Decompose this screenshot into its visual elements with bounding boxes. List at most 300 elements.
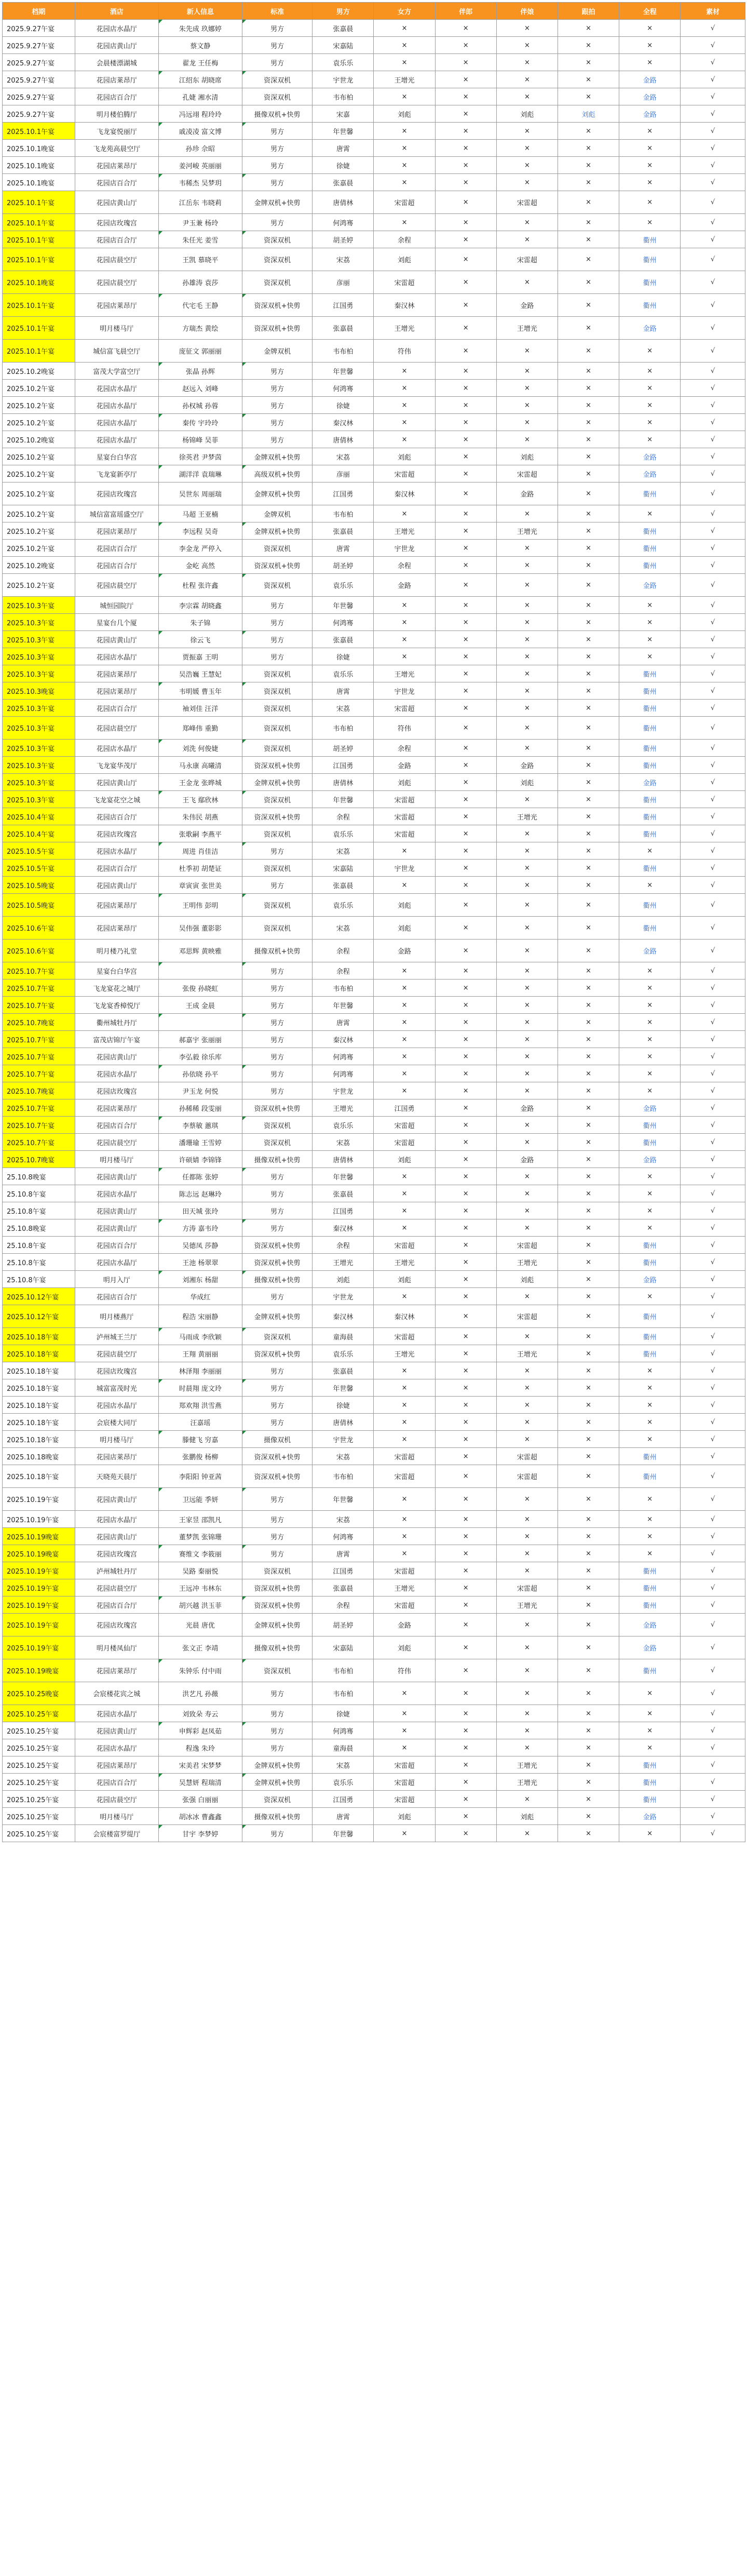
col-couple-cell[interactable]: 方瑞杰 黄绘 [158,317,242,340]
col-follow-shot-cell[interactable]: × [558,574,619,597]
col-standard-cell[interactable]: 资深双机+快剪 [242,1465,312,1488]
col-full-cell[interactable]: 衢州 [619,757,681,774]
col-follow-shot-cell[interactable]: × [558,1168,619,1185]
col-full-cell[interactable]: × [619,1288,681,1305]
col-full-cell[interactable]: 衢州 [619,717,681,740]
col-hotel-cell[interactable]: 花园店晨空厅 [75,248,158,271]
col-bride-side-cell[interactable]: 宋雷超 [374,825,435,842]
col-material-cell[interactable]: √ [681,940,745,962]
col-couple-cell[interactable] [158,1014,242,1031]
col-follow-shot-cell[interactable]: × [558,842,619,860]
col-bride-side-cell[interactable]: × [374,1185,435,1202]
col-groomsman-header[interactable]: 伴郎 [435,3,496,20]
col-standard-cell[interactable]: 金牌双机 [242,340,312,363]
col-couple-cell[interactable]: 朱任光 姜雪 [158,231,242,248]
col-date-cell[interactable]: 2025.10.25午宴 [3,1722,75,1739]
col-hotel-cell[interactable]: 花园店莱昂厅 [75,1756,158,1774]
col-bride-side-cell[interactable]: 宋雷超 [374,1774,435,1791]
col-hotel-cell[interactable]: 花园店莱昂厅 [75,682,158,700]
col-material-cell[interactable]: √ [681,1305,745,1328]
col-full-cell[interactable]: × [619,648,681,665]
col-groomsman-cell[interactable]: × [435,1065,496,1082]
col-follow-shot-cell[interactable]: × [558,1031,619,1048]
col-bride-side-cell[interactable]: 王增光 [374,1254,435,1271]
col-full-cell[interactable]: 金路 [619,88,681,105]
col-full-cell[interactable]: × [619,1048,681,1065]
col-standard-cell[interactable]: 资深双机 [242,1562,312,1579]
col-date-cell[interactable]: 2025.9.27午宴 [3,37,75,54]
col-full-cell[interactable]: 金路 [619,448,681,465]
table-row[interactable] [3,522,745,540]
col-bride-side-cell[interactable]: 符伟 [374,1659,435,1682]
table-row[interactable] [3,962,745,980]
col-couple-cell[interactable]: 吴慧妍 程瑞清 [158,1774,242,1791]
col-hotel-cell[interactable]: 星宴台几个厦 [75,614,158,631]
col-date-cell[interactable]: 2025.10.25午宴 [3,1705,75,1722]
col-standard-cell[interactable]: 男方 [242,140,312,157]
col-groom-side-cell[interactable]: 韦布柏 [313,340,374,363]
col-material-cell[interactable]: √ [681,1031,745,1048]
col-date-cell[interactable]: 2025.10.1午宴 [3,317,75,340]
col-material-cell[interactable]: √ [681,1379,745,1397]
col-couple-cell[interactable]: 杜程 张许鑫 [158,574,242,597]
col-groom-side-cell[interactable]: 韦布柏 [313,1465,374,1488]
col-follow-shot-cell[interactable]: × [558,877,619,894]
col-follow-shot-cell[interactable]: × [558,757,619,774]
col-groom-side-cell[interactable]: 张嘉晨 [313,174,374,191]
col-date-cell[interactable]: 2025.10.18午宴 [3,1379,75,1397]
col-groomsman-cell[interactable]: × [435,1048,496,1065]
col-full-cell[interactable]: × [619,1511,681,1528]
col-bridesmaid-cell[interactable]: 宋雷超 [496,1237,558,1254]
col-standard-cell[interactable]: 资深双机+快剪 [242,1579,312,1596]
col-standard-cell[interactable]: 资深双机 [242,1791,312,1808]
col-groom-side-cell[interactable]: 胡圣婷 [313,557,374,574]
col-couple-cell[interactable]: 吴浩巍 王慧妃 [158,665,242,682]
col-date-cell[interactable]: 2025.10.3午宴 [3,791,75,808]
col-follow-shot-cell[interactable]: × [558,1082,619,1099]
col-bride-side-cell[interactable]: × [374,88,435,105]
col-hotel-cell[interactable]: 花园店百合厅 [75,540,158,557]
col-follow-shot-cell[interactable]: × [558,940,619,962]
col-groomsman-cell[interactable]: × [435,557,496,574]
col-date-cell[interactable]: 2025.10.7午宴 [3,997,75,1014]
col-hotel-cell[interactable]: 飞龙宴香樟悦厅 [75,997,158,1014]
col-groom-side-cell[interactable]: 宋荔 [313,248,374,271]
table-row[interactable] [3,174,745,191]
col-date-cell[interactable]: 2025.10.25午宴 [3,1791,75,1808]
col-date-cell[interactable]: 2025.10.5午宴 [3,842,75,860]
col-date-cell[interactable]: 2025.10.12午宴 [3,1288,75,1305]
col-material-cell[interactable]: √ [681,431,745,448]
table-row[interactable] [3,757,745,774]
col-groomsman-cell[interactable]: × [435,1562,496,1579]
col-groomsman-cell[interactable]: × [435,980,496,997]
col-follow-shot-cell[interactable]: × [558,597,619,614]
col-bride-side-cell[interactable]: × [374,1414,435,1431]
col-hotel-cell[interactable]: 花园店晨空厅 [75,1134,158,1151]
col-bridesmaid-cell[interactable]: × [496,231,558,248]
col-groomsman-cell[interactable]: × [435,1271,496,1288]
col-follow-shot-cell[interactable]: × [558,540,619,557]
col-groomsman-cell[interactable]: × [435,1185,496,1202]
col-full-cell[interactable]: × [619,1414,681,1431]
col-material-cell[interactable]: √ [681,1614,745,1636]
col-material-cell[interactable]: √ [681,123,745,140]
col-material-cell[interactable]: √ [681,1328,745,1345]
col-groom-side-cell[interactable]: 张嘉晨 [313,631,374,648]
col-full-cell[interactable]: 衢州 [619,1117,681,1134]
col-groom-side-cell[interactable]: 何鸿骞 [313,214,374,231]
col-full-cell[interactable]: × [619,962,681,980]
col-groomsman-cell[interactable]: × [435,1511,496,1528]
col-couple-cell[interactable]: 周进 肖佳洁 [158,842,242,860]
col-bridesmaid-cell[interactable]: × [496,1048,558,1065]
col-date-cell[interactable]: 2025.10.25午宴 [3,1825,75,1842]
col-material-cell[interactable]: √ [681,894,745,917]
col-material-cell[interactable]: √ [681,71,745,88]
col-hotel-cell[interactable]: 天晓苑天晨厅 [75,1465,158,1488]
col-bridesmaid-cell[interactable]: × [496,1511,558,1528]
col-groomsman-cell[interactable]: × [435,1682,496,1705]
col-bridesmaid-cell[interactable]: × [496,1528,558,1545]
table-row[interactable] [3,894,745,917]
col-material-cell[interactable]: √ [681,962,745,980]
col-standard-cell[interactable]: 资深双机+快剪 [242,757,312,774]
table-row[interactable] [3,1705,745,1722]
table-row[interactable] [3,717,745,740]
col-groom-side-cell[interactable]: 宋荔 [313,448,374,465]
col-bride-side-cell[interactable]: 金路 [374,757,435,774]
col-hotel-cell[interactable]: 花园店玫瑰宫 [75,1614,158,1636]
table-row[interactable] [3,248,745,271]
col-hotel-cell[interactable]: 花园店水晶厅 [75,842,158,860]
col-bridesmaid-cell[interactable]: × [496,340,558,363]
col-hotel-cell[interactable]: 花园店百合厅 [75,231,158,248]
col-full-cell[interactable]: 衢州 [619,1254,681,1271]
col-bridesmaid-cell[interactable]: × [496,431,558,448]
col-couple-cell[interactable]: 孙权城 孙蓉 [158,397,242,414]
col-groom-side-cell[interactable]: 秦汉林 [313,1219,374,1237]
col-full-cell[interactable]: × [619,37,681,54]
col-follow-shot-cell[interactable]: × [558,774,619,791]
col-material-cell[interactable]: √ [681,482,745,505]
col-couple-cell[interactable]: 郝嘉宇 张丽丽 [158,1031,242,1048]
col-date-cell[interactable]: 2025.10.1晚宴 [3,140,75,157]
col-full-cell[interactable]: 衢州 [619,740,681,757]
col-full-cell[interactable]: × [619,505,681,522]
col-groomsman-cell[interactable]: × [435,1031,496,1048]
col-material-cell[interactable]: √ [681,1636,745,1659]
col-groom-side-cell[interactable]: 张嘉晨 [313,1579,374,1596]
col-standard-cell[interactable]: 男方 [242,363,312,380]
col-standard-cell[interactable]: 资深双机 [242,1134,312,1151]
col-bridesmaid-cell[interactable]: 王增光 [496,1774,558,1791]
col-material-cell[interactable]: √ [681,1362,745,1379]
col-date-cell[interactable]: 2025.10.3午宴 [3,717,75,740]
col-full-cell[interactable]: × [619,431,681,448]
col-bride-side-cell[interactable]: × [374,1511,435,1528]
col-standard-cell[interactable]: 男方 [242,631,312,648]
col-hotel-cell[interactable]: 花园店玫瑰宫 [75,1082,158,1099]
col-bridesmaid-cell[interactable]: × [496,140,558,157]
col-groomsman-cell[interactable]: × [435,1397,496,1414]
col-full-cell[interactable]: × [619,157,681,174]
table-row[interactable] [3,940,745,962]
col-bride-side-cell[interactable]: 刘彪 [374,105,435,123]
col-full-cell[interactable]: × [619,1528,681,1545]
col-follow-shot-cell[interactable]: × [558,140,619,157]
col-groom-side-cell[interactable]: 余程 [313,962,374,980]
col-hotel-cell[interactable]: 明月楼马厅 [75,1151,158,1168]
col-couple-cell[interactable]: 潘珊瑜 王雪婷 [158,1134,242,1151]
col-date-cell[interactable]: 2025.10.1午宴 [3,248,75,271]
col-bridesmaid-cell[interactable]: × [496,1117,558,1134]
col-groom-side-cell[interactable]: 年世馨 [313,123,374,140]
col-material-cell[interactable]: √ [681,574,745,597]
col-bridesmaid-cell[interactable]: × [496,1185,558,1202]
col-couple-cell[interactable]: 翟龙 王任梅 [158,54,242,71]
col-date-cell[interactable]: 2025.10.1午宴 [3,340,75,363]
col-full-cell[interactable]: × [619,1065,681,1082]
col-bridesmaid-cell[interactable]: × [496,1397,558,1414]
col-material-cell[interactable]: √ [681,20,745,37]
col-groom-side-cell[interactable]: 宋荔 [313,1134,374,1151]
col-bride-side-cell[interactable]: 余程 [374,231,435,248]
col-groomsman-cell[interactable]: × [435,157,496,174]
col-bridesmaid-cell[interactable]: × [496,894,558,917]
col-date-cell[interactable]: 2025.10.7午宴 [3,1048,75,1065]
col-date-cell[interactable]: 2025.10.5晚宴 [3,877,75,894]
col-groom-side-cell[interactable]: 徐婕 [313,397,374,414]
col-follow-shot-cell[interactable]: × [558,271,619,294]
col-groomsman-cell[interactable]: × [435,877,496,894]
col-groom-side-cell[interactable]: 何鸿骞 [313,1048,374,1065]
col-full-cell[interactable]: × [619,363,681,380]
col-bride-side-cell[interactable]: 王增光 [374,665,435,682]
col-hotel-cell[interactable]: 花园店百合厅 [75,860,158,877]
col-date-cell[interactable]: 2025.10.18午宴 [3,1362,75,1379]
table-row[interactable] [3,1345,745,1362]
col-groom-side-cell[interactable]: 余程 [313,1596,374,1614]
col-bride-side-cell[interactable]: × [374,614,435,631]
col-follow-shot-cell[interactable]: × [558,174,619,191]
col-bride-side-cell[interactable]: 宋雷超 [374,1237,435,1254]
col-couple-cell[interactable]: 胡冰冰 曹鑫鑫 [158,1808,242,1825]
col-groomsman-cell[interactable]: × [435,1488,496,1511]
table-row[interactable] [3,791,745,808]
col-date-cell[interactable]: 2025.10.19午宴 [3,1596,75,1614]
col-date-cell[interactable]: 2025.10.19午宴 [3,1511,75,1528]
col-bride-side-cell[interactable]: × [374,1682,435,1705]
col-bridesmaid-cell[interactable]: × [496,940,558,962]
col-full-cell[interactable]: 金路 [619,465,681,482]
col-material-cell[interactable]: √ [681,465,745,482]
col-bridesmaid-cell[interactable]: × [496,631,558,648]
col-material-cell[interactable]: √ [681,614,745,631]
col-couple-cell[interactable]: 汪嘉瑶 [158,1414,242,1431]
col-hotel-cell[interactable]: 衢州城牡丹厅 [75,1014,158,1031]
col-full-cell[interactable]: 衢州 [619,1791,681,1808]
col-standard-cell[interactable]: 男方 [242,1185,312,1202]
col-date-cell[interactable]: 2025.10.1晚宴 [3,271,75,294]
col-standard-cell[interactable]: 男方 [242,962,312,980]
col-date-header[interactable]: 档期 [3,3,75,20]
col-full-cell[interactable]: × [619,214,681,231]
col-groom-side-cell[interactable]: 宇世龙 [313,71,374,88]
col-groomsman-cell[interactable]: × [435,597,496,614]
col-bridesmaid-cell[interactable]: 金路 [496,294,558,317]
col-couple-cell[interactable]: 尹玉龙 何悦 [158,1082,242,1099]
col-groomsman-cell[interactable]: × [435,431,496,448]
col-standard-cell[interactable]: 资深双机 [242,574,312,597]
col-hotel-cell[interactable]: 花园店晨空厅 [75,1345,158,1362]
col-date-cell[interactable]: 2025.10.19午宴 [3,1636,75,1659]
col-full-cell[interactable]: × [619,54,681,71]
col-hotel-cell[interactable]: 明月楼马厅 [75,1431,158,1448]
col-groomsman-cell[interactable]: × [435,20,496,37]
col-follow-shot-header[interactable]: 跟拍 [558,3,619,20]
col-material-cell[interactable]: √ [681,540,745,557]
col-date-cell[interactable]: 2025.10.2晚宴 [3,363,75,380]
col-date-cell[interactable]: 2025.10.2午宴 [3,505,75,522]
col-full-cell[interactable]: 衢州 [619,1448,681,1465]
col-full-cell[interactable]: 衢州 [619,231,681,248]
col-date-cell[interactable]: 2025.10.7午宴 [3,1134,75,1151]
col-groomsman-cell[interactable]: × [435,1134,496,1151]
col-groomsman-cell[interactable]: × [435,1545,496,1562]
col-material-cell[interactable]: √ [681,231,745,248]
col-couple-cell[interactable]: 张文正 李靖 [158,1636,242,1659]
col-bride-side-cell[interactable]: 秦汉林 [374,1305,435,1328]
col-bridesmaid-cell[interactable]: 宋雷超 [496,465,558,482]
col-couple-cell[interactable]: 王家昱 邵凯凡 [158,1511,242,1528]
table-row[interactable] [3,1528,745,1545]
col-groomsman-cell[interactable]: × [435,363,496,380]
col-groom-side-cell[interactable]: 江国勇 [313,1202,374,1219]
table-row[interactable] [3,631,745,648]
col-couple-cell[interactable]: 邓思辉 黄映雅 [158,940,242,962]
col-hotel-cell[interactable]: 花园店黄山厅 [75,37,158,54]
col-groom-side-cell[interactable]: 江国勇 [313,482,374,505]
col-follow-shot-cell[interactable]: × [558,1271,619,1288]
col-hotel-cell[interactable]: 花园店水晶厅 [75,1254,158,1271]
table-row[interactable] [3,465,745,482]
col-groom-side-cell[interactable]: 宋荔 [313,1756,374,1774]
col-material-cell[interactable]: √ [681,1065,745,1082]
col-hotel-cell[interactable]: 花园店水晶厅 [75,380,158,397]
col-bride-side-cell[interactable]: × [374,1288,435,1305]
col-date-cell[interactable]: 2025.10.18午宴 [3,1431,75,1448]
col-bridesmaid-cell[interactable]: × [496,1739,558,1756]
col-groomsman-cell[interactable]: × [435,842,496,860]
col-date-cell[interactable]: 2025.10.25午宴 [3,1756,75,1774]
col-full-cell[interactable]: 金路 [619,1271,681,1288]
col-bridesmaid-cell[interactable]: 宋雷超 [496,191,558,214]
table-row[interactable] [3,317,745,340]
col-groom-side-cell[interactable]: 年世馨 [313,597,374,614]
col-groom-side-cell[interactable]: 童海晨 [313,1739,374,1756]
col-groomsman-cell[interactable]: × [435,105,496,123]
col-follow-shot-cell[interactable]: × [558,700,619,717]
table-row[interactable] [3,1219,745,1237]
col-material-cell[interactable]: √ [681,631,745,648]
col-bridesmaid-cell[interactable]: × [496,557,558,574]
col-groom-side-cell[interactable]: 何鸿骞 [313,614,374,631]
col-hotel-cell[interactable]: 明月入厅 [75,1271,158,1288]
col-follow-shot-cell[interactable]: × [558,214,619,231]
col-bridesmaid-cell[interactable]: × [496,791,558,808]
col-hotel-cell[interactable]: 花园店水晶厅 [75,397,158,414]
col-groom-side-cell[interactable]: 唐霄 [313,540,374,557]
col-couple-cell[interactable]: 庞征文 郭丽丽 [158,340,242,363]
col-material-cell[interactable]: √ [681,997,745,1014]
col-standard-cell[interactable]: 资深双机 [242,1117,312,1134]
col-bridesmaid-cell[interactable]: × [496,71,558,88]
table-row[interactable] [3,1682,745,1705]
col-full-cell[interactable]: × [619,414,681,431]
col-date-cell[interactable]: 2025.10.18午宴 [3,1328,75,1345]
col-full-cell[interactable]: 金路 [619,574,681,597]
col-couple-cell[interactable]: 杜季初 胡楚证 [158,860,242,877]
col-full-cell[interactable]: 衢州 [619,1659,681,1682]
col-bridesmaid-cell[interactable]: × [496,825,558,842]
col-groomsman-cell[interactable]: × [435,962,496,980]
table-row[interactable] [3,20,745,37]
col-groomsman-cell[interactable]: × [435,1237,496,1254]
col-groomsman-cell[interactable]: × [435,1808,496,1825]
col-groom-side-cell[interactable]: 张嘉晨 [313,877,374,894]
col-groom-side-cell[interactable]: 宋荔 [313,842,374,860]
col-full-cell[interactable]: 衢州 [619,271,681,294]
col-couple-cell[interactable]: 郑欢翔 洪雪燕 [158,1397,242,1414]
col-bride-side-cell[interactable]: 宇世龙 [374,860,435,877]
col-follow-shot-cell[interactable]: × [558,380,619,397]
col-follow-shot-cell[interactable]: × [558,1614,619,1636]
col-material-cell[interactable]: √ [681,1682,745,1705]
col-follow-shot-cell[interactable]: × [558,962,619,980]
col-date-cell[interactable]: 25.10.8午宴 [3,1237,75,1254]
col-follow-shot-cell[interactable]: × [558,825,619,842]
table-row[interactable] [3,1511,745,1528]
col-couple-cell[interactable]: 姜河峻 英丽丽 [158,157,242,174]
col-standard-cell[interactable]: 资深双机+快剪 [242,294,312,317]
col-groomsman-cell[interactable]: × [435,1431,496,1448]
col-date-cell[interactable]: 2025.10.1午宴 [3,231,75,248]
col-bridesmaid-cell[interactable]: × [496,540,558,557]
col-couple-cell[interactable]: 李金龙 严停入 [158,540,242,557]
col-couple-cell[interactable]: 甘宇 李梦婷 [158,1825,242,1842]
col-bridesmaid-cell[interactable]: × [496,397,558,414]
col-groom-side-cell[interactable]: 宋嘉 [313,105,374,123]
col-follow-shot-cell[interactable]: × [558,363,619,380]
col-date-cell[interactable]: 2025.10.3午宴 [3,597,75,614]
table-row[interactable] [3,1596,745,1614]
col-material-cell[interactable]: √ [681,597,745,614]
col-standard-cell[interactable]: 金牌双机+快剪 [242,1614,312,1636]
col-groom-side-cell[interactable]: 秦汉林 [313,1305,374,1328]
table-row[interactable] [3,1065,745,1082]
table-row[interactable] [3,1722,745,1739]
col-bride-side-cell[interactable]: × [374,157,435,174]
col-groom-side-cell[interactable]: 胡圣婷 [313,1614,374,1636]
col-couple-cell[interactable]: 马超 王亚楠 [158,505,242,522]
col-groomsman-cell[interactable]: × [435,1659,496,1682]
col-bride-side-cell[interactable]: × [374,980,435,997]
col-bride-side-cell[interactable]: 宋雷超 [374,1448,435,1465]
col-full-cell[interactable]: × [619,123,681,140]
col-groomsman-cell[interactable]: × [435,648,496,665]
